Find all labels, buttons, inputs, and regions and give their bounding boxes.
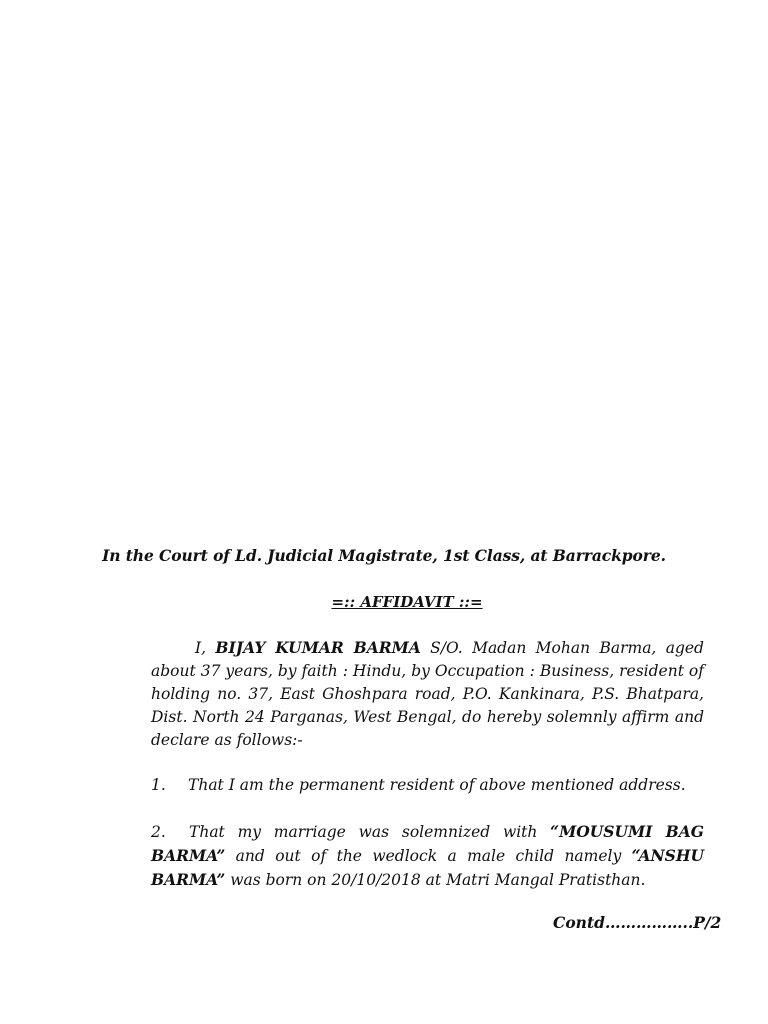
intro-details: S/O. Madan Mohan Barma, aged about 37 years, by faith : Hindu, by Occupation : Business, resident of holding no. 37, East Ghoshpara road, P.O. Kankinara, P.S. Bhatpara, Dist. North 24 Parganas, West Bengal, do hereby solemnly affirm and declare as follows:- xyxy=(151,639,704,749)
spouse-name: “MOUSUMI BAG BARMA” xyxy=(151,822,704,865)
child-name: “ANSHU BARMA” xyxy=(151,846,704,889)
intro-pronoun: I, xyxy=(195,639,216,657)
paragraph-text: and out of the wedlock a male child namely xyxy=(225,847,632,865)
continuation-note: Contd……………..P/2 xyxy=(553,913,722,932)
intro-paragraph xyxy=(151,636,704,752)
paragraph-number: 1. xyxy=(151,776,166,794)
paragraph-text: That I am the permanent resident of above mentioned address. xyxy=(188,776,686,794)
paragraph-number: 2. xyxy=(151,823,166,841)
affidavit-title: =:: AFFIDAVIT ::= xyxy=(331,593,483,611)
paragraph-1 xyxy=(151,774,704,797)
court-heading: In the Court of Ld. Judicial Magistrate, 1st Class, at Barrackpore. xyxy=(102,546,666,565)
paragraph-text: That my marriage was solemnized with xyxy=(189,823,551,841)
deponent-name: BIJAY KUMAR BARMA xyxy=(215,638,421,657)
paragraph-2 xyxy=(151,820,704,892)
paragraph-text: was born on 20/10/2018 at Matri Mangal Pratisthan. xyxy=(225,871,646,889)
